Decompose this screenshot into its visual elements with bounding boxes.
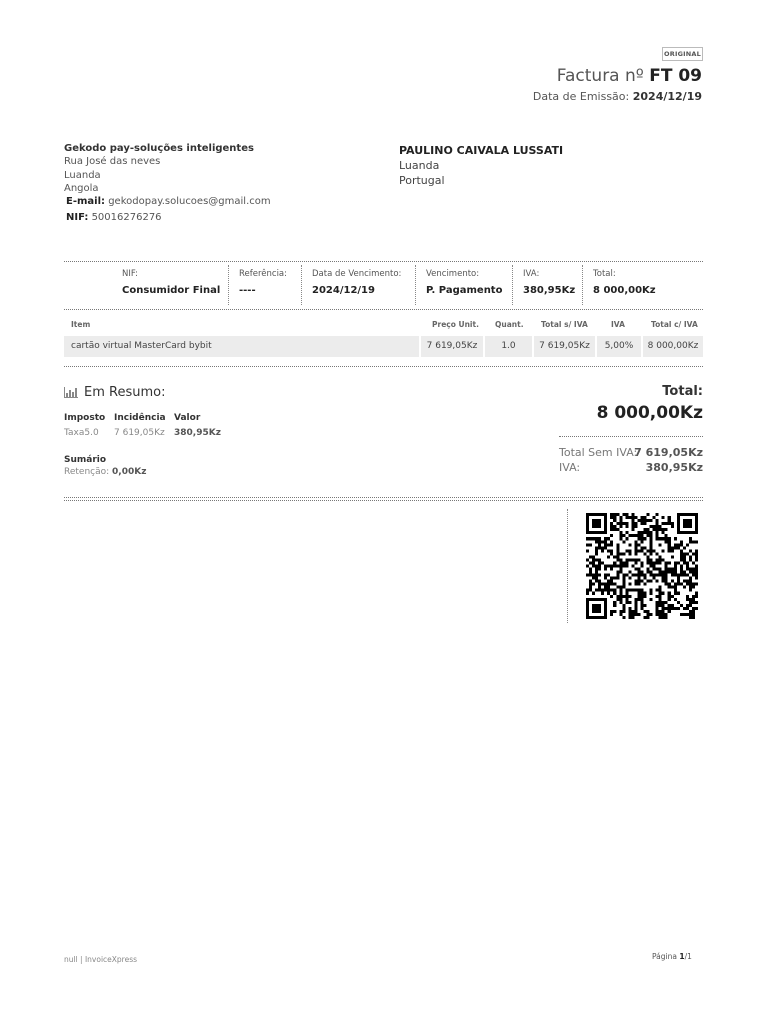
footer-software: null | InvoiceXpress <box>64 955 138 964</box>
invoice-summary-row <box>112 265 672 305</box>
divider <box>64 366 703 367</box>
company-nif: NIF: 50016276276 <box>66 212 162 224</box>
tax-rate: Taxa5.0 <box>64 428 99 438</box>
tax-incidence: 7 619,05Kz <box>114 428 165 438</box>
company-block <box>64 142 271 225</box>
divider <box>64 500 703 501</box>
summary-nif: NIF: Consumidor Final <box>122 269 221 296</box>
client-name: PAULINO CAIVALA LUSSATI <box>399 144 564 157</box>
col-item: Item <box>71 320 91 329</box>
total-iva: IVA: 380,95Kz <box>559 461 703 474</box>
col-unit-price: Preço Unit. <box>432 320 479 329</box>
total-label: Total: <box>662 384 703 399</box>
summary-due: Vencimento: P. Pagamento <box>415 265 512 305</box>
divider <box>64 261 703 262</box>
tax-value: 380,95Kz <box>174 428 221 438</box>
summary-due-date: Data de Vencimento: 2024/12/19 <box>301 265 415 305</box>
client-block <box>399 143 563 188</box>
summary-iva: IVA: 380,95Kz <box>512 265 582 305</box>
col-total-no-iva: Total s/ IVA <box>541 320 588 329</box>
tax-header-valor: Valor <box>174 413 201 423</box>
retencao: Retenção: 0,00Kz <box>64 467 147 477</box>
col-total-with-iva: Total c/ IVA <box>651 320 698 329</box>
resumo-title: Em Resumo: <box>64 385 165 400</box>
col-quantity: Quant. <box>495 320 524 329</box>
item-iva: 5,00% <box>597 336 641 357</box>
divider <box>559 436 703 437</box>
item-total-with-iva: 8 000,00Kz <box>643 336 703 357</box>
item-total-no-iva: 7 619,05Kz <box>534 336 595 357</box>
grand-total: 8 000,00Kz <box>596 403 703 423</box>
divider <box>64 497 703 498</box>
page-number: Página 1/1 <box>652 952 692 961</box>
company-name: Gekodo pay-soluções inteligentes <box>64 143 254 154</box>
qr-code-icon <box>586 513 698 619</box>
items-table-header <box>64 320 703 332</box>
summary-reference: Referência: ---- <box>228 265 301 305</box>
sumario-label: Sumário <box>64 455 107 465</box>
client-city: Luanda <box>399 159 440 172</box>
issue-date: Data de Emissão: 2024/12/19 <box>532 90 702 103</box>
client-country: Portugal <box>399 174 445 187</box>
divider <box>64 309 703 310</box>
original-badge: ORIGINAL <box>662 47 703 61</box>
company-email: E-mail: gekodopay.solucoes@gmail.com <box>66 196 271 208</box>
table-row <box>64 336 703 357</box>
invoice-title: Factura nº FT 09 <box>556 66 702 86</box>
company-country: Angola <box>64 182 99 194</box>
company-city: Luanda <box>64 169 101 181</box>
total-sem-iva: Total Sem IVA: 7 619,05Kz <box>559 446 703 459</box>
item-quantity: 1.0 <box>485 336 532 357</box>
bar-chart-icon <box>64 387 78 398</box>
col-iva: IVA <box>611 320 625 329</box>
tax-header-imposto: Imposto <box>64 413 106 423</box>
item-description: cartão virtual MasterCard bybit <box>64 336 419 357</box>
item-unit-price: 7 619,05Kz <box>421 336 483 357</box>
company-street: Rua José das neves <box>64 156 161 168</box>
summary-total: Total: 8 000,00Kz <box>582 265 672 305</box>
tax-header-incidencia: Incidência <box>114 413 166 423</box>
invoice-number: FT 09 <box>649 66 702 86</box>
